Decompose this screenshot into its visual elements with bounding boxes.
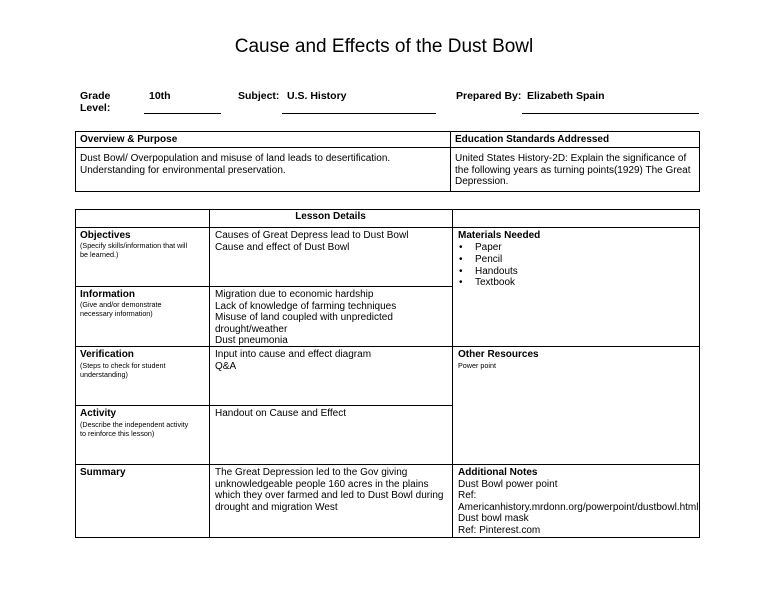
information-label: Information — [80, 289, 135, 300]
list-item: • Pencil — [459, 253, 503, 265]
grade-level-value: 10th — [149, 90, 171, 102]
summary-content: The Great Depression led to the Gov giving unknowledgeable people 160 acres in the plains which they over farmed and led to Dust Bowl during drought and migration West — [215, 467, 444, 513]
materials-list — [456, 242, 518, 289]
overview-line: Understanding for environmental preservation. — [80, 164, 286, 176]
materials-rule — [452, 346, 700, 347]
prepared-by-underline — [522, 113, 699, 114]
verification-label: Verification — [80, 349, 134, 360]
prepared-by-value: Elizabeth Spain — [527, 90, 605, 102]
activity-content: Handout on Cause and Effect — [215, 408, 347, 419]
grade-underline — [144, 113, 221, 114]
overview-text — [80, 153, 390, 176]
subject-underline — [282, 113, 436, 114]
information-hint: (Give and/or demonstrate necessary information) — [80, 300, 162, 318]
overview-header-rule — [75, 147, 700, 148]
additional-notes-heading: Additional Notes — [458, 467, 538, 478]
other-resources-heading: Other Resources — [458, 349, 539, 360]
overview-divider — [450, 131, 451, 192]
activity-label: Activity — [80, 408, 117, 419]
bullet-icon: • — [459, 265, 463, 277]
objectives-label: Objectives — [80, 230, 131, 241]
standards-line: Depression. — [455, 176, 509, 187]
list-item: • Handouts — [459, 265, 518, 277]
row-rule — [75, 286, 452, 287]
verification-content: Input into cause and effect diagram Q&A — [215, 349, 372, 372]
row-rule — [75, 464, 700, 465]
materials-heading: Materials Needed — [458, 230, 541, 241]
activity-hint: (Describe the independent activity to reinforce this lesson) — [80, 420, 189, 438]
standards-heading: Education Standards Addressed — [455, 134, 610, 145]
summary-label: Summary — [80, 467, 126, 478]
bullet-icon: • — [459, 253, 463, 265]
subject-label: Subject: — [238, 90, 280, 102]
lesson-header-rule — [75, 227, 700, 228]
list-item: • Textbook — [459, 277, 516, 289]
additional-notes-content: Dust Bowl power point Ref: Americanhistory.mrdonn.org/powerpoint/dustbowl.html Dust bowl mask Ref: Pinterest.com — [458, 478, 699, 536]
bullet-icon: • — [459, 242, 463, 253]
lesson-col-divider-1 — [209, 209, 210, 538]
information-content: Migration due to economic hardship Lack of knowledge of farming techniques Misuse of land coupled with unpredicted drought/weather Dust pneumonia — [215, 289, 397, 346]
document-title: Cause and Effects of the Dust Bowl — [234, 36, 534, 57]
objectives-content: Causes of Great Depress lead to Dust Bowl Cause and effect of Dust Bowl — [215, 230, 409, 253]
standards-line: the following years as turning points(1929) The Great — [455, 164, 691, 176]
objectives-hint: (Specify skills/information that will be learned.) — [80, 241, 188, 259]
overview-heading: Overview & Purpose — [80, 134, 178, 145]
standards-text — [455, 153, 691, 188]
verification-hint: (Steps to check for student understanding) — [80, 361, 166, 379]
lesson-details-heading: Lesson Details — [295, 211, 366, 222]
overview-line: Dust Bowl/ Overpopulation and misuse of land leads to desertification. — [80, 153, 391, 164]
subject-value: U.S. History — [287, 90, 347, 102]
standards-line: United States History-2D: Explain the significance of — [455, 153, 687, 164]
other-resources-note: Power point — [458, 361, 496, 370]
bullet-icon: • — [459, 277, 463, 289]
grade-level-label: Grade Level: — [80, 90, 111, 114]
list-item: • Paper — [459, 242, 502, 253]
lesson-col-divider-2 — [452, 209, 453, 538]
prepared-by-label: Prepared By: — [456, 90, 522, 102]
row-rule — [75, 405, 452, 406]
